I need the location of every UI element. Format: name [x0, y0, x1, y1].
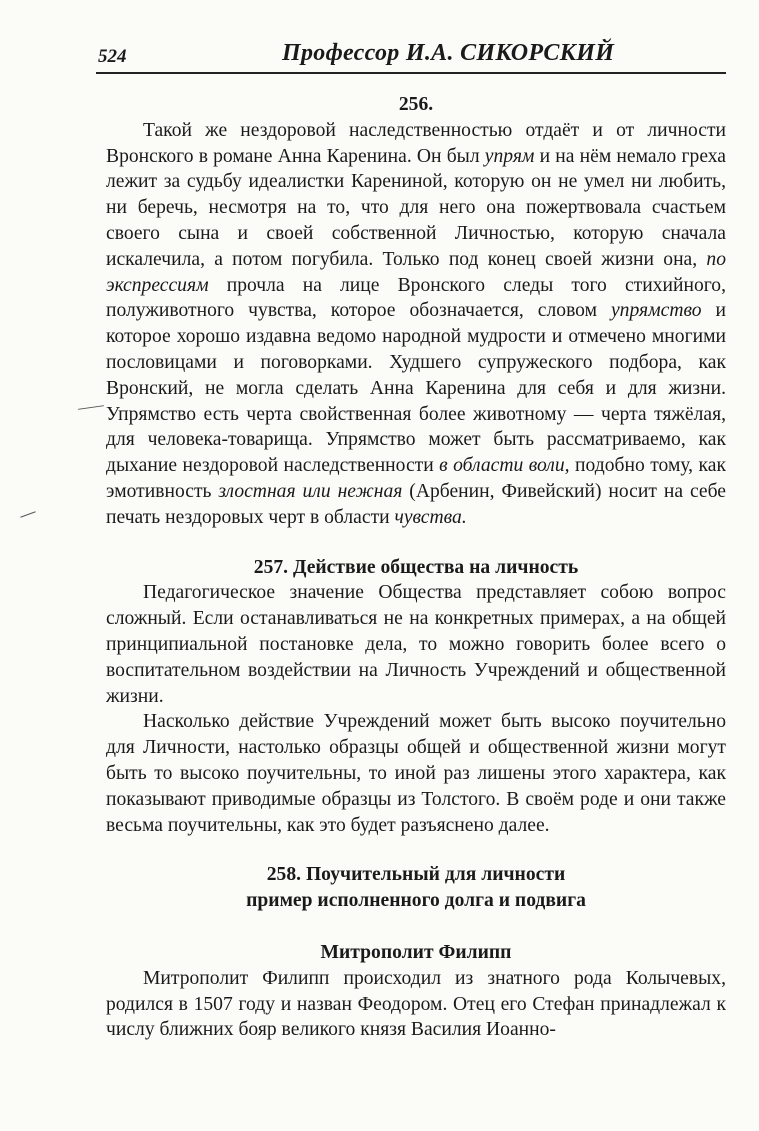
section-256-heading: 256.: [398, 94, 434, 115]
text-run: подобно тому, как эмотивность: [106, 455, 726, 502]
pen-mark: [20, 511, 35, 517]
section-257-heading: 257. Действие общества на личность: [253, 556, 579, 578]
section-258-heading: [106, 862, 726, 914]
section-258-paragraph: Митрополит Филипп происходил из знатного рода Колычевых, родился в 1507 году и назван Феодором. Отец его Стефан принадлежал к числу ближних бояр великого князя Василия Иоанно-: [106, 967, 726, 1041]
page-body: [106, 92, 726, 1043]
running-header: [96, 38, 726, 74]
section-256-paragraph: [106, 118, 726, 531]
text-run: Такой же нездоровой наследственностью отдаёт и от личности Вронского в романе Анна Каренина. Он был: [106, 119, 726, 167]
emphasis: по экспрессиям: [106, 248, 726, 296]
text-run: прочла на лице Вронского следы того стихийного, полуживотного чувства, которое обозначается, словом: [106, 274, 726, 322]
section-258-heading-line-1: 258. Поучительный для личности: [266, 864, 566, 886]
emphasis: упрям: [484, 145, 535, 167]
text-run: и на нём немало греха лежит за судьбу идеалистки Карениной, которую он не умел ни любить, ни беречь, несмотря на то, что для него она пожертвовала счастьем своего сына и своей собственной Личностью, которую сначала искалечила, а потом погубила. Только под конец своей жизни она,: [106, 145, 726, 270]
emphasis: злостная или нежная: [218, 480, 403, 502]
section-257-paragraph-2: Насколько действие Учреждений может быть высоко поучительно для Личности, настолько образцы общей и общественной жизни могут быть то высоко поучительны, то иной раз лишены этого характера, как показывают приводимые образцы из Толстого. В своём роде и они также весьма поучительны, как это будет разъяснено далее.: [106, 711, 726, 836]
pen-mark: [78, 405, 104, 410]
emphasis: в области воли,: [439, 455, 570, 477]
running-title: Профессор И.А. СИКОРСКИЙ: [282, 40, 615, 66]
emphasis: чувства.: [394, 506, 467, 528]
page-number: 524: [98, 46, 127, 67]
section-258-subheading: Митрополит Филипп: [320, 941, 512, 963]
section-257-paragraph-1: Педагогическое значение Общества представляет собою вопрос сложный. Если останавливаться не на конкретных примерах, а на общей принципиальной постановке дела, то можно говорить более всего о воспитательном воздействии на Личность Учреждений и общественной жизни.: [106, 582, 726, 707]
emphasis: упрямство: [610, 300, 702, 322]
text-run: (Арбенин, Фивейский) носит на себе печать нездоровых черт в области: [106, 480, 727, 528]
text-run: и которое хорошо издавна ведомо народной мудрости и отмечено многими пословицами и поговорками. Худшего супружеского подбора, как Вронский, не могла сделать Анна Каренина для себя и для жизни. Упрямство есть черта свойственная более животному — черта тяжёлая, для человека-товарища. Упрямство может быть рассматриваемо, как дыхание нездоровой наследственности: [106, 300, 726, 477]
section-258-heading-line-2: пример исполненного долга и подвига: [246, 890, 586, 912]
